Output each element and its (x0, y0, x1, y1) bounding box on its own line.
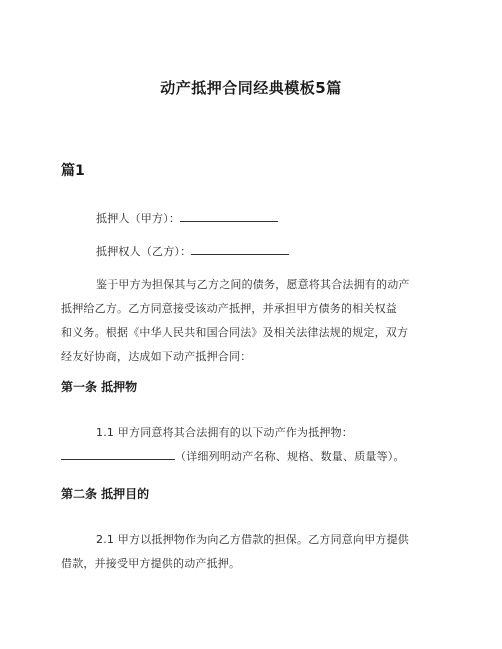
preamble-line: 抵押给乙方。乙方同意接受该动产抵押，并承担甲方债务的相关权益 (61, 302, 397, 315)
part-heading: 篇1 (61, 163, 85, 179)
document-title: 动产抵押合同经典模板5篇 (160, 79, 342, 97)
mortgagee-blank (191, 244, 289, 255)
article1-clause-line: 1.1 甲方同意将其合法拥有的以下动产作为抵押物： (96, 426, 353, 439)
preamble-line: 和义务。根据《中华人民共和国合同法》及相关法律法规的规定，双方 (61, 326, 409, 339)
article2-clause-line: 借款，并接受甲方提供的动产抵押。 (61, 557, 241, 570)
mortgagor-line (96, 210, 278, 226)
mortgagor-label: 抵押人（甲方）： (96, 212, 181, 225)
article1-heading: 第一条 抵押物 (61, 380, 138, 394)
article1-clause-line (61, 448, 405, 464)
preamble-line: 经友好协商，达成如下动产抵押合同： (61, 350, 252, 363)
mortgagee-line (96, 243, 289, 259)
mortgagor-blank (180, 211, 278, 222)
preamble-line: 鉴于甲方为担保其与乙方之间的债务，愿意将其合法拥有的动产 (96, 278, 410, 291)
article2-heading: 第二条 抵押目的 (61, 487, 150, 501)
article1-blank (61, 449, 175, 460)
article2-clause-line: 2.1 甲方以抵押物作为向乙方借款的担保。乙方同意向甲方提供 (96, 533, 409, 546)
mortgagee-label: 抵押权人（乙方）： (96, 245, 192, 258)
article1-clause-text: （详细列明动产名称、规格、数量、质量等）。 (175, 450, 405, 463)
